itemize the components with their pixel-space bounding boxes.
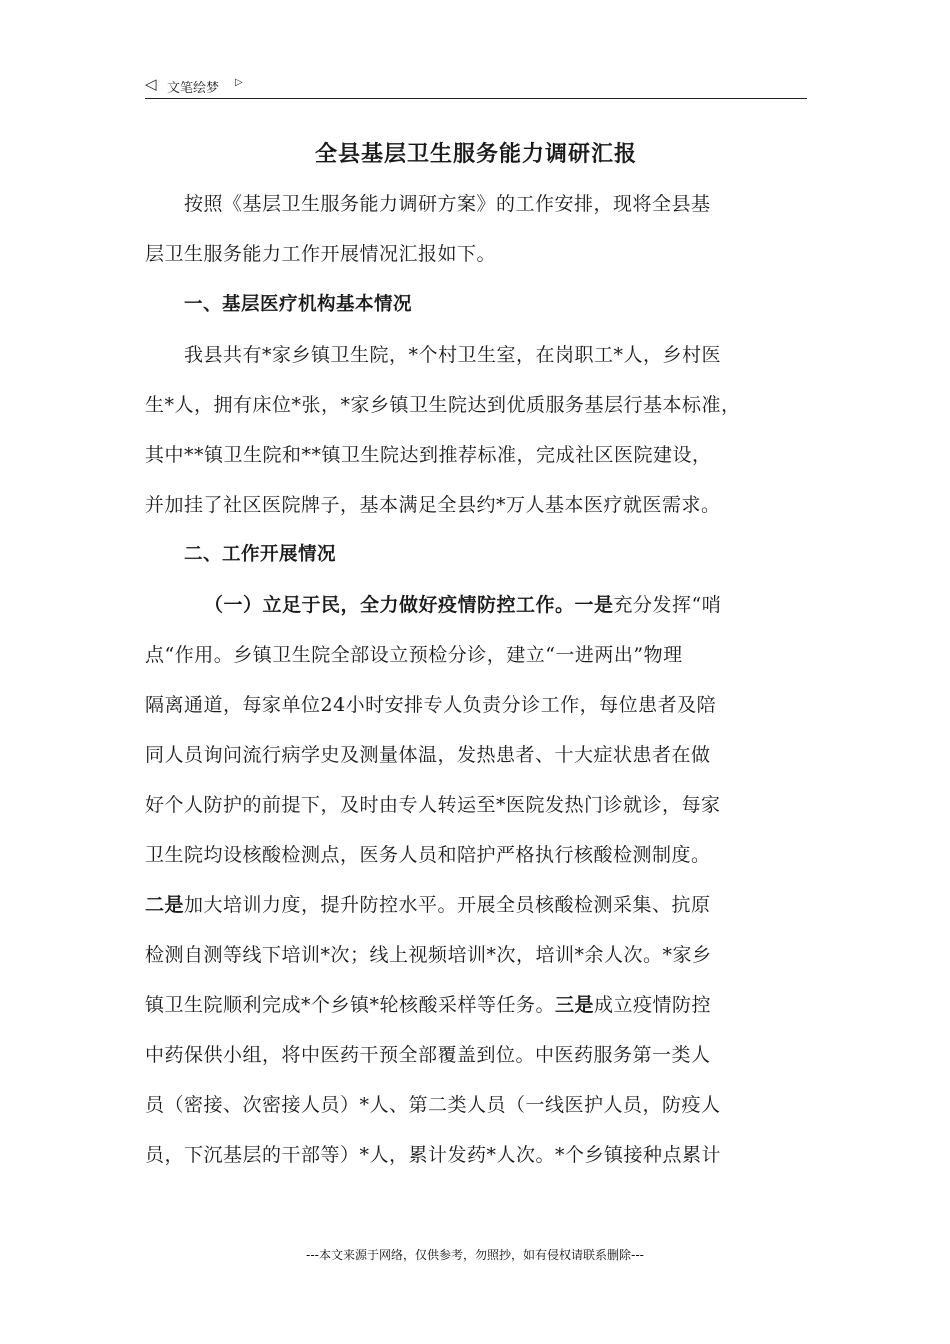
paragraph-line: 点“作用。乡镇卫生院全部设立预检分诊，建立“一进两出”物理 — [145, 644, 683, 666]
paragraph-line: 好个人防护的前提下，及时由专人转运至*医院发热门诊就诊，每家 — [145, 794, 721, 816]
paragraph-line: 层卫生服务能力工作开展情况汇报如下。 — [145, 243, 497, 265]
document-title: 全县基层卫生服务能力调研汇报 — [314, 141, 637, 167]
paragraph-line: 检测自测等线下培训*次；线上视频培训*次，培训*余人次。*家乡 — [145, 944, 712, 966]
paragraph-line: （一）立足于民，全力做好疫情防控工作。一是充分发挥“哨 — [204, 594, 722, 616]
paragraph-line: 隔离通道，每家单位24小时安排专人负责分诊工作，每位患者及陪 — [145, 694, 717, 716]
paragraph-line: 其中**镇卫生院和**镇卫生院达到推荐标准，完成社区医院建设， — [145, 444, 712, 466]
paragraph-line: 员，下沉基层的干部等）*人，累计发药*人次。*个乡镇接种点累计 — [145, 1144, 722, 1166]
paragraph-line: 生*人，拥有床位*张，*家乡镇卫生院达到优质服务基层行基本标准， — [145, 394, 741, 416]
bold-lead: 二是 — [145, 894, 185, 916]
page-footer: ---本文来源于网络，仅供参考，勿照抄，如有侵权请联系删除--- — [306, 1248, 644, 1262]
paragraph-line: 同人员询问流行病学史及测量体温，发热患者、十大症状患者在做 — [145, 744, 711, 766]
header-brand: 文笔绘梦 — [167, 81, 220, 96]
page-header — [145, 72, 807, 99]
triangle-right-icon: ▷ — [235, 77, 243, 88]
paragraph-line: 卫生院均设核酸检测点，医务人员和陪护严格执行核酸检测制度。 — [145, 844, 711, 866]
paragraph-line: 按照《基层卫生服务能力调研方案》的工作安排，现将全县基 — [184, 193, 711, 215]
section-heading: 二、工作开展情况 — [184, 544, 337, 565]
paragraph-line: 我县共有*家乡镇卫生院，*个村卫生室，在岗职工*人，乡村医 — [184, 344, 722, 366]
paragraph-line: 中药保供小组，将中医药干预全部覆盖到位。中医药服务第一类人 — [145, 1044, 711, 1066]
bold-lead: 三是 — [555, 994, 595, 1016]
triangle-left-icon: ◁ — [145, 75, 157, 93]
paragraph-line: 二是加大培训力度，提升防控水平。开展全员核酸检测采集、抗原 — [145, 894, 711, 916]
bold-lead: （一）立足于民，全力做好疫情防控工作。一是 — [204, 594, 614, 616]
paragraph-line: 并加挂了社区医院牌子，基本满足全县约*万人基本医疗就医需求。 — [145, 494, 721, 516]
paragraph-line: 镇卫生院顺利完成*个乡镇*轮核酸采样等任务。三是成立疫情防控 — [145, 994, 712, 1016]
section-heading: 一、基层医疗机构基本情况 — [184, 294, 413, 315]
paragraph-line: 员（密接、次密接人员）*人、第二类人员（一线医护人员，防疫人 — [145, 1094, 721, 1116]
